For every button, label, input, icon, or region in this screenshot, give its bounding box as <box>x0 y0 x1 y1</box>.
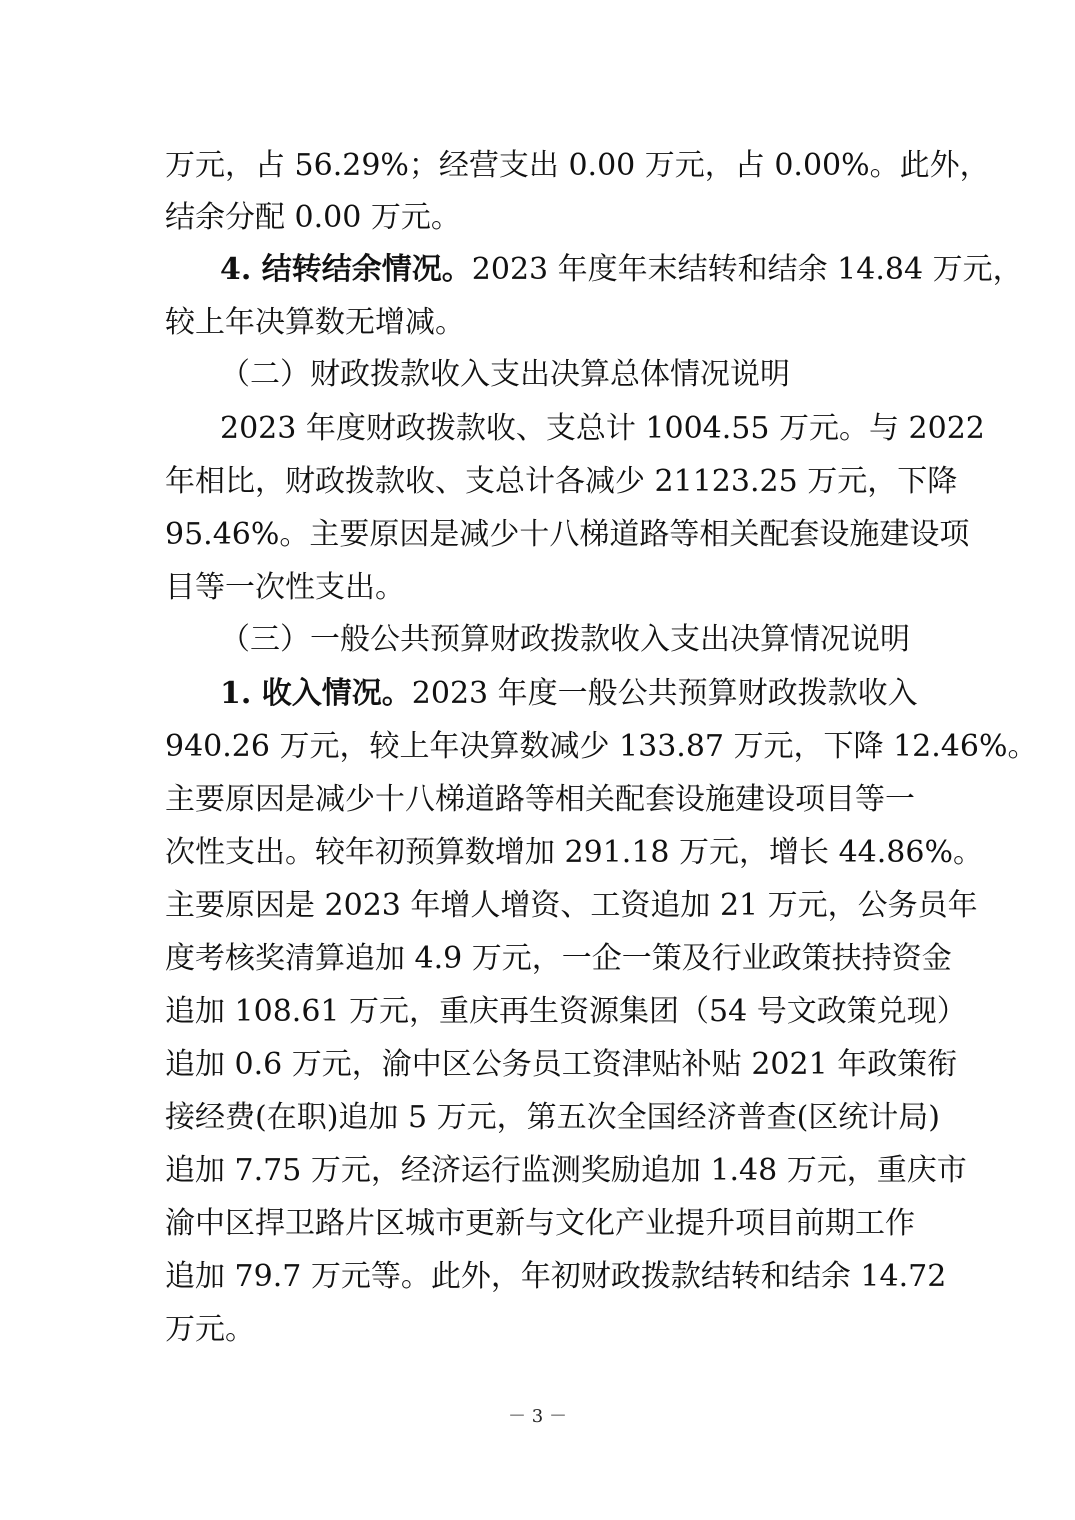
text-span: （二）财政拨款收入支出决算总体情况说明 <box>220 357 790 392</box>
text-span: 2023 年度财政拨款收、支总计 1004.55 万元。与 2022 <box>220 411 985 446</box>
text-span: 次性支出。较年初预算数增加 291.18 万元，增长 44.86%。 <box>165 835 983 870</box>
section-heading-carryover: 4. 结转结余情况。 <box>220 252 472 287</box>
text-span: 结余分配 0.00 万元。 <box>165 200 461 235</box>
text-span: 目等一次性支出。 <box>165 570 405 605</box>
text-span: 主要原因是 2023 年增人增资、工资追加 21 万元，公务员年 <box>165 888 978 923</box>
text-span: 较上年决算数无增减。 <box>165 305 465 340</box>
text-span: 2023 年度年末结转和结余 14.84 万元， <box>471 252 1023 287</box>
text-span: 度考核奖清算追加 4.9 万元，一企一策及行业政策扶持资金 <box>165 941 952 976</box>
text-line <box>165 932 952 986</box>
text-line <box>220 402 985 456</box>
text-line <box>220 243 1023 297</box>
text-line <box>220 667 918 721</box>
text-line <box>165 1303 915 1357</box>
text-line <box>165 1250 947 1304</box>
text-line <box>165 191 915 245</box>
text-line <box>165 1038 958 1092</box>
text-line <box>165 826 983 880</box>
text-span: （三）一般公共预算财政拨款收入支出决算情况说明 <box>220 622 910 657</box>
text-span: 95.46%。主要原因是减少十八梯道路等相关配套设施建设项 <box>165 517 970 552</box>
text-line <box>165 879 978 933</box>
text-line <box>165 1091 940 1145</box>
text-span: 万元。 <box>165 1312 255 1347</box>
text-span: 主要原因是减少十八梯道路等相关配套设施建设项目等一 <box>165 782 915 817</box>
page-number: － 3 － <box>508 1406 567 1427</box>
text-span: 2023 年度一般公共预算财政拨款收入 <box>411 676 918 711</box>
text-line <box>165 720 1038 774</box>
text-span: 渝中区捍卫路片区城市更新与文化产业提升项目前期工作 <box>165 1206 915 1241</box>
text-span: 追加 79.7 万元等。此外，年初财政拨款结转和结余 14.72 <box>165 1259 947 1294</box>
text-line <box>165 296 915 350</box>
section-heading-income: 1. 收入情况。 <box>220 676 412 711</box>
section-heading-general-budget <box>220 613 915 667</box>
text-line <box>165 1144 967 1198</box>
text-span: 万元，占 56.29%；经营支出 0.00 万元，占 0.00%。此外， <box>165 148 990 183</box>
text-line <box>165 773 915 827</box>
text-line <box>165 1197 915 1251</box>
text-span: 追加 108.61 万元，重庆再生资源集团（54 号文政策兑现） <box>165 994 967 1029</box>
text-line <box>165 139 990 193</box>
text-line <box>165 508 970 562</box>
text-line <box>165 455 958 509</box>
text-span: 追加 0.6 万元，渝中区公务员工资津贴补贴 2021 年政策衔 <box>165 1047 958 1082</box>
text-line <box>165 561 915 615</box>
text-span: 接经费(在职)追加 5 万元，第五次全国经济普查(区统计局) <box>165 1100 940 1135</box>
text-line <box>165 985 967 1039</box>
text-span: 追加 7.75 万元，经济运行监测奖励追加 1.48 万元，重庆市 <box>165 1153 967 1188</box>
text-span: 年相比，财政拨款收、支总计各减少 21123.25 万元，下降 <box>165 464 958 499</box>
text-span: 940.26 万元，较上年决算数减少 133.87 万元，下降 12.46%。 <box>165 729 1038 764</box>
section-heading-fiscal-overview <box>220 348 915 402</box>
